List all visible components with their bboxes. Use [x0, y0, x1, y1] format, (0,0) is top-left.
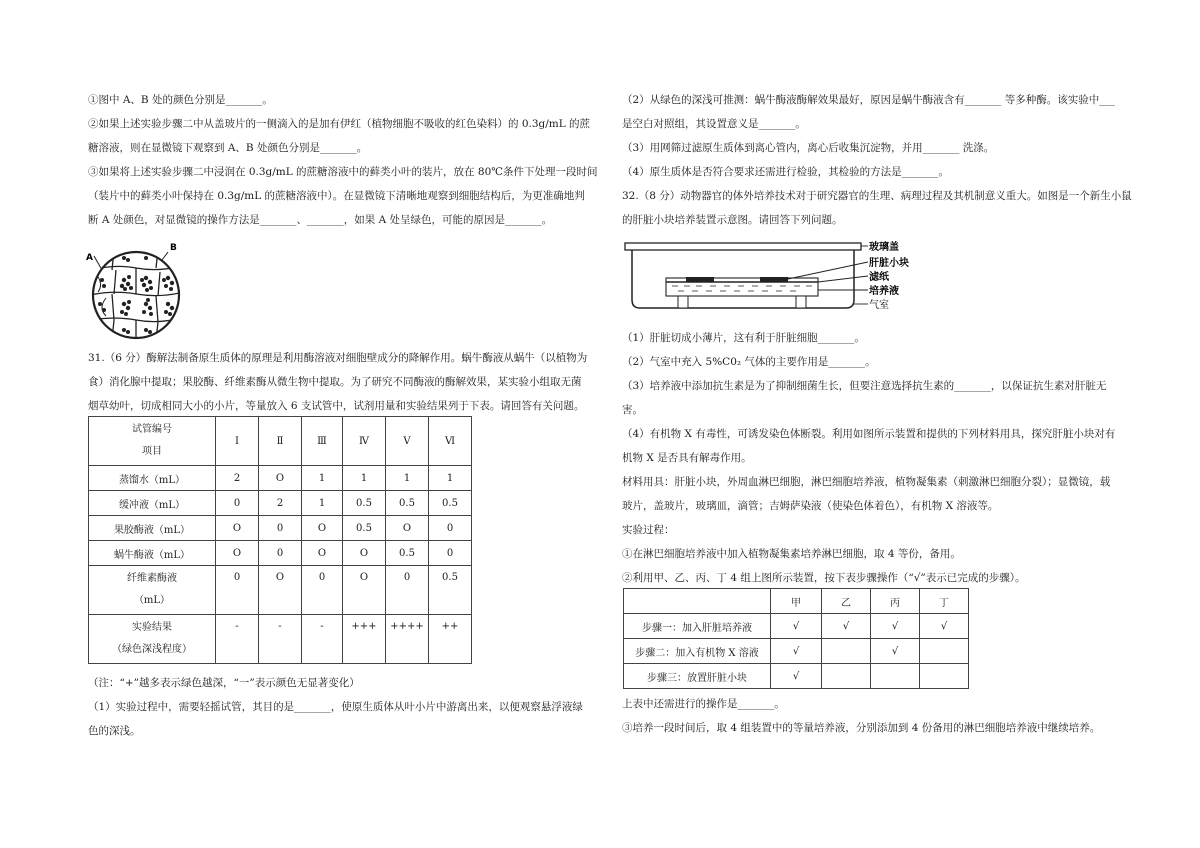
cell: O — [302, 516, 343, 541]
cell: 0.5 — [429, 491, 472, 516]
row-label-line: （mL） — [133, 595, 171, 606]
row-label: 缓冲液（mL） — [89, 491, 216, 516]
cell: √ — [822, 614, 871, 639]
cell: 0.5 — [343, 516, 386, 541]
col-header: Ⅲ — [302, 417, 343, 466]
table-row — [89, 615, 472, 664]
table-row — [624, 614, 969, 639]
cell: 0 — [386, 566, 429, 615]
q32-body — [622, 326, 1134, 590]
cell: 1 — [343, 466, 386, 491]
cell — [920, 664, 969, 689]
q31-4-line: （4）原生质体是否符合要求还需进行检验，其检验的方法是_______。 — [622, 166, 949, 178]
procedure-step-3: ③培养一段时间后，取 4 组装置中的等量培养液，分别添加到 4 份备用的淋巴细胞培养液中继续培养。 — [622, 722, 1101, 734]
cell: 1 — [302, 466, 343, 491]
q30-line-1: ①图中 A、B 处的颜色分别是_______。 — [88, 94, 273, 106]
q31-2-line-2: 是空白对照组，其设置意义是_______。 — [622, 118, 806, 130]
cell: +++ — [343, 615, 386, 664]
q31-3-line: （3）用网筛过滤原生质体到离心管内，离心后收集沉淀物，并用_______ 洗涤。 — [622, 142, 995, 154]
cell: 1 — [429, 466, 472, 491]
cell: - — [216, 615, 259, 664]
cell: 0 — [216, 566, 259, 615]
q30-line-6: 断 A 处颜色，对显微镜的操作方法是_______、_______，如果 A 处呈绿色，可能的原因是_______。 — [88, 214, 553, 226]
label-b: B — [170, 243, 177, 253]
culture-apparatus-svg — [620, 238, 920, 322]
col-header: 乙 — [822, 589, 871, 614]
col-header: 甲 — [771, 589, 822, 614]
cell: 0 — [259, 516, 302, 541]
culture-apparatus-diagram — [620, 238, 920, 322]
left-column — [88, 88, 600, 232]
cell: √ — [771, 639, 822, 664]
cell: - — [302, 615, 343, 664]
steps-table — [623, 588, 969, 689]
procedure-step-2: ②利用甲、乙、丙、丁 4 组上图所示装置，按下表步骤操作（“√”表示已完成的步骤）。 — [622, 572, 1026, 584]
q30-line-3: 糖溶液，则在显微镜下观察到 A、B 处颜色分别是_______。 — [88, 142, 368, 154]
table-row — [624, 639, 969, 664]
row-label-line: （绿色深浅程度） — [112, 644, 192, 655]
table-row — [89, 541, 472, 566]
cell: 0 — [302, 566, 343, 615]
col-header: 丙 — [871, 589, 920, 614]
header-tube-no: 试管编号 — [132, 424, 172, 435]
cell — [822, 664, 871, 689]
cell: 0.5 — [386, 491, 429, 516]
col-header: 丁 — [920, 589, 969, 614]
q32-4-line-2: 机物 X 是否具有解毒作用。 — [622, 452, 752, 464]
q31-line-2: 食）消化腺中提取；果胶酶、纤维素酶从微生物中提取。为了研究不同酶液的酶解效果，某实验小组取无菌 — [88, 376, 582, 388]
procedure-step-1: ①在淋巴细胞培养液中加入植物凝集素培养淋巴细胞，取 4 等份，备用。 — [622, 548, 961, 560]
cell: 2 — [259, 491, 302, 516]
cell: 1 — [302, 491, 343, 516]
row-label-line: 实验结果 — [132, 622, 172, 633]
cell: O — [343, 541, 386, 566]
q31-line-3: 烟草幼叶，切成相同大小的小片，等量放入 6 支试管中，试剂用量和实验结果列于下表。请回答有关问题。 — [88, 400, 585, 412]
cell: √ — [771, 664, 822, 689]
col-header: Ⅱ — [259, 417, 302, 466]
cell: O — [259, 566, 302, 615]
moss-cell-svg — [84, 240, 194, 340]
q32-1: （1）肝脏切成小薄片，这有利于肝脏细胞_______。 — [622, 332, 865, 344]
materials-line-2: 玻片，盖玻片，玻璃皿，滴管；吉姆萨染液（使染色体着色），有机物 X 溶液等。 — [622, 500, 999, 512]
col-header: Ⅴ — [386, 417, 429, 466]
cell: 1 — [386, 466, 429, 491]
cell: 0.5 — [386, 541, 429, 566]
label-filter-paper: 滤纸 — [869, 272, 889, 283]
q32-4-line-1: （4）有机物 X 有毒性，可诱发染色体断裂。利用如图所示装置和提供的下列材料用具，探究肝脏小块对有 — [622, 428, 1116, 440]
q30-line-2: ②如果上述实验步骤二中从盖玻片的一侧滴入的是加有伊红（植物细胞不吸收的红色染料）的 0.3g/mL 的蔗 — [88, 118, 591, 130]
cell: 0 — [429, 541, 472, 566]
q31-block — [88, 346, 600, 418]
q31-line-1: 31.（6 分）酶解法制备原生质体的原理是利用酶溶液对细胞壁成分的降解作用。蜗牛酶液从蜗牛（以植物为 — [88, 352, 588, 364]
cell: 0 — [216, 491, 259, 516]
cell — [822, 639, 871, 664]
cell: ++ — [429, 615, 472, 664]
cell: √ — [771, 614, 822, 639]
procedure-heading: 实验过程： — [622, 524, 675, 536]
table-row — [89, 466, 472, 491]
q31-1-line-2: 色的深浅。 — [88, 725, 141, 737]
row-label: 果胶酶液（mL） — [89, 516, 216, 541]
q31-2-line-1: （2）从绿色的深浅可推测：蜗牛酶液酶解效果最好，原因是蜗牛酶液含有_______ 等多种酶。该实验中___ — [622, 94, 1116, 106]
cell: O — [216, 541, 259, 566]
cell: 0 — [259, 541, 302, 566]
q32-after — [622, 692, 1134, 740]
row-label: 蒸馏水（mL） — [89, 466, 216, 491]
cell — [920, 639, 969, 664]
col-header: Ⅵ — [429, 417, 472, 466]
label-liver-pieces: 肝脏小块 — [869, 258, 909, 269]
row-label: 步骤一：加入肝脏培养液 — [624, 614, 771, 639]
cell: O — [386, 516, 429, 541]
cell: 0 — [429, 516, 472, 541]
cell: 0.5 — [429, 566, 472, 615]
header-item: 项目 — [142, 446, 162, 457]
cell: O — [343, 566, 386, 615]
col-header: Ⅰ — [216, 417, 259, 466]
table-row — [624, 664, 969, 689]
q32-2: （2）气室中充入 5%C0₂ 气体的主要作用是_______。 — [622, 356, 876, 368]
q32-3-line-2: 害。 — [622, 404, 643, 416]
table-note: （注：“+”越多表示绿色越深，“一”表示颜色无显著变化） — [88, 677, 360, 689]
table-row — [89, 566, 472, 615]
label-air-chamber: 气室 — [869, 300, 889, 311]
cell: √ — [871, 639, 920, 664]
label-culture-medium: 培养液 — [869, 286, 899, 297]
extra-operation-line: 上表中还需进行的操作是_______。 — [622, 698, 785, 710]
row-label-line: 纤维素酶液 — [127, 573, 177, 584]
table-row — [89, 491, 472, 516]
row-label: 步骤三：放置肝脏小块 — [624, 664, 771, 689]
row-label: 蜗牛酶液（mL） — [89, 541, 216, 566]
col-header: Ⅳ — [343, 417, 386, 466]
right-column — [622, 88, 1134, 232]
row-label — [89, 566, 216, 615]
table-row — [89, 516, 472, 541]
q30-line-5: （装片中的藓类小叶保持在 0.3g/mL 的蔗糖溶液中）。在显微镜下清晰地观察到细胞结构后，为更准确地判 — [88, 190, 585, 202]
enzyme-table — [88, 416, 472, 664]
moss-cell-diagram — [84, 240, 194, 340]
cell: 0.5 — [343, 491, 386, 516]
cell: 2 — [216, 466, 259, 491]
cell: O — [302, 541, 343, 566]
row-label: 步骤二：加入有机物 X 溶液 — [624, 639, 771, 664]
q32-3-line-1: （3）培养液中添加抗生素是为了抑制细菌生长，但要注意选择抗生素的_______，以保证抗生素对肝脏无 — [622, 380, 1107, 392]
table-corner-header — [89, 417, 216, 466]
cell: O — [216, 516, 259, 541]
cell: √ — [871, 614, 920, 639]
cell: - — [259, 615, 302, 664]
q32-line-1: 32.（8 分）动物器官的体外培养技术对于研究器官的生理、病理过程及其机制意义重大。如图是一个新生小鼠 — [622, 190, 1132, 202]
cell — [871, 664, 920, 689]
table-corner — [624, 589, 771, 614]
cell: ++++ — [386, 615, 429, 664]
cell: √ — [920, 614, 969, 639]
q30-line-4: ③如果将上述实验步骤二中浸润在 0.3g/mL 的蔗糖溶液中的藓类小叶的装片，放在 80℃条件下处理一段时间 — [88, 166, 598, 178]
label-a: A — [86, 253, 93, 263]
row-label — [89, 615, 216, 664]
q31-part1 — [88, 671, 600, 743]
q32-line-2: 的肝脏小块培养装置示意图。请回答下列问题。 — [622, 214, 843, 226]
materials-line-1: 材料用具：肝脏小块，外周血淋巴细胞，淋巴细胞培养液，植物凝集素（刺激淋巴细胞分裂）；显微镜，载 — [622, 476, 1111, 488]
label-glass-cover: 玻璃盖 — [869, 242, 899, 253]
cell: O — [259, 466, 302, 491]
q31-1-line-1: （1）实验过程中，需要轻摇试管，其目的是_______，使原生质体从叶小片中游离出来，以便观察悬浮液绿 — [88, 701, 583, 713]
